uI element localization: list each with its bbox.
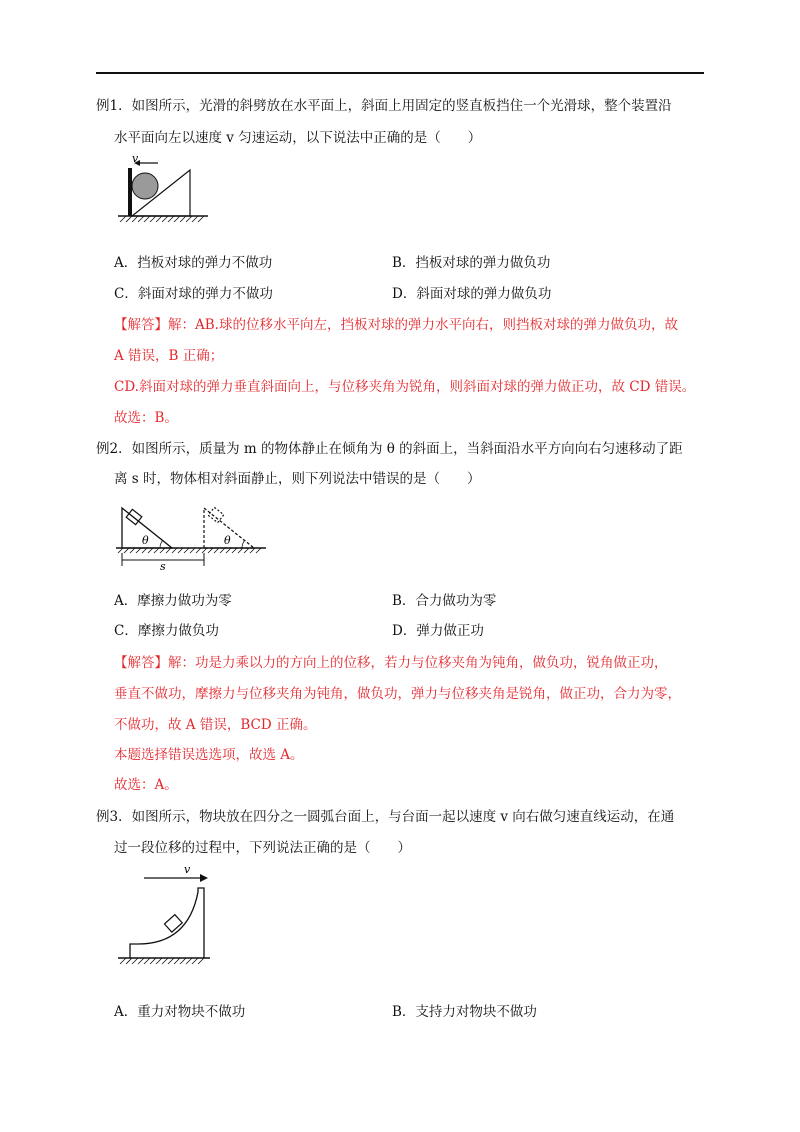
q1-option-b: B．挡板对球的弹力做负功 (392, 255, 551, 271)
q1-figure (110, 150, 210, 230)
q3-velocity-label: v (184, 863, 191, 876)
q1-option-a: A．挡板对球的弹力不做功 (114, 255, 273, 271)
q1-option-d: D．斜面对球的弹力做负功 (392, 286, 552, 302)
q3-figure (110, 862, 220, 970)
q2-answer-line5: 故选：A。 (114, 777, 178, 793)
q1-answer-line1 (114, 316, 678, 334)
header-rule (96, 72, 704, 74)
q3-stem-line1: 例3．如图所示，物块放在四分之一圆弧台面上，与台面一起以速度 v 向右做匀速直线运动，在通 (96, 809, 675, 825)
q2-answer-line4: 本题选择错误选选项，故选 A。 (114, 747, 304, 763)
q2-s-label: s (160, 560, 166, 572)
q1-option-c: C．斜面对球的弹力不做功 (114, 286, 273, 302)
q2-stem-line2: 离 s 时，物体相对斜面静止，则下列说法中错误的是（ ） (114, 471, 481, 487)
q2-answer-line1 (114, 654, 668, 672)
q1-answer-line3: CD.斜面对球的弹力垂直斜面向上，与位移夹角为锐角，则斜面对球的弹力做正功，故 CD 错误。 (114, 379, 696, 395)
q1-velocity-label: v (132, 152, 139, 165)
q2-answer-text1: 解：功是力乘以力的方向上的位移，若力与位移夹角为钝角，做负功，锐角做正功， (168, 655, 668, 671)
q3-option-a: A．重力对物块不做功 (114, 1004, 246, 1020)
q2-option-c: C．摩擦力做负功 (114, 623, 219, 639)
q2-option-d: D．弹力做正功 (392, 623, 484, 639)
q1-stem-line1: 例1．如图所示，光滑的斜劈放在水平面上，斜面上用固定的竖直板挡住一个光滑球，整个装置沿 (96, 98, 672, 114)
q1-stem-line2: 水平面向左以速度 v 匀速运动，以下说法中正确的是（ ） (114, 130, 482, 146)
q1-answer-line2: A 错误，B 正确； (114, 348, 224, 364)
q3-option-b: B．支持力对物块不做功 (392, 1004, 537, 1020)
q2-answer-line2: 垂直不做功，摩擦力与位移夹角为钝角，做负功，弹力与位移夹角是锐角，做正功，合力为零， (114, 686, 681, 702)
q2-option-a: A．摩擦力做功为零 (114, 593, 232, 609)
q2-answer-line3: 不做功，故 A 错误，BCD 正确。 (114, 717, 317, 733)
q2-answer-tag: 【解答】 (114, 655, 168, 671)
q2-option-b: B．合力做功为零 (392, 593, 497, 609)
q1-answer-text1: 解：AB.球的位移水平向左，挡板对球的弹力水平向右，则挡板对球的弹力做负功，故 (168, 317, 678, 333)
q2-stem-line1: 例2．如图所示，质量为 m 的物体静止在倾角为 θ 的斜面上，当斜面沿水平方向向右匀速移动了距 (96, 441, 683, 457)
q1-answer-tag: 【解答】 (114, 317, 168, 333)
q2-theta-label-left: θ (142, 534, 149, 547)
q2-theta-label-right: θ (224, 534, 231, 547)
q3-stem-line2: 过一段位移的过程中，下列说法正确的是（ ） (114, 840, 411, 856)
q2-figure (112, 496, 272, 572)
q1-answer-line4: 故选：B。 (114, 410, 178, 426)
